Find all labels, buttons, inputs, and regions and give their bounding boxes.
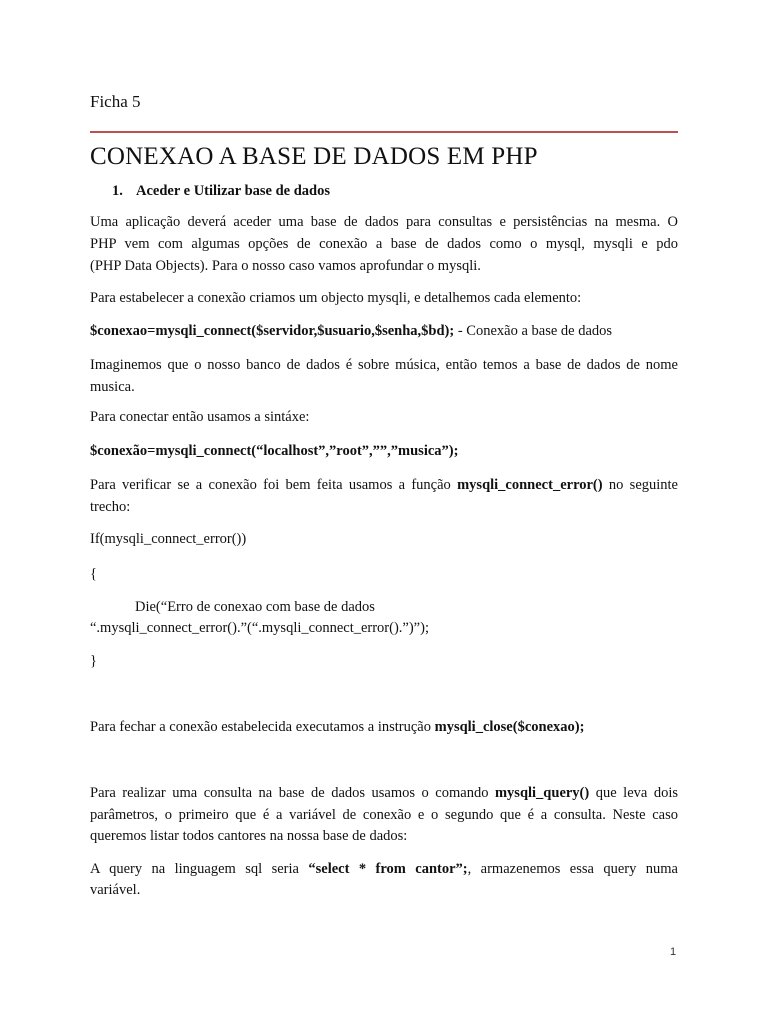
query-line-1 xyxy=(90,782,678,804)
sql-line-1 xyxy=(90,858,678,880)
verify-prefix: Para verificar se a conexão foi bem feita usamos a função xyxy=(90,477,458,493)
intro-line-3: (PHP Data Objects). Para o nosso caso vamos aprofundar o mysqli. xyxy=(90,258,481,274)
syntax-code-line xyxy=(90,440,678,462)
code-die-line-2: “.mysqli_connect_error().”(“.mysqli_connect_error().”)”); xyxy=(90,620,429,636)
sheet-label: Ficha 5 xyxy=(90,92,141,111)
page-title: CONEXAO A BASE DE DADOS EM PHP xyxy=(90,143,538,170)
section-heading-text: Aceder e Utilizar base de dados xyxy=(136,183,330,199)
verify-line-1 xyxy=(90,474,678,496)
code-close-brace: } xyxy=(90,653,97,669)
query-line-3: queremos listar todos cantores na nossa base de dados: xyxy=(90,828,408,844)
verify-func: mysqli_connect_error() xyxy=(457,477,603,493)
page-number: 1 xyxy=(670,946,677,958)
section-heading xyxy=(112,183,330,200)
section-number: 1. xyxy=(112,183,123,199)
close-code: mysqli_close($conexao); xyxy=(434,719,585,735)
verify-line-2: trecho: xyxy=(90,499,131,515)
query-suffix: que leva dois xyxy=(589,785,678,801)
syntax-intro: Para conectar então usamos a sintáxe: xyxy=(90,409,310,425)
code-if: If(mysqli_connect_error()) xyxy=(90,531,247,547)
connect-code: $conexao=mysqli_connect($servidor,$usuario,$senha,$bd); xyxy=(90,323,455,339)
sql-suffix: , armazenemos essa query numa xyxy=(467,861,678,877)
connection-intro: Para estabelecer a conexão criamos um objecto mysqli, e detalhemos cada elemento: xyxy=(90,290,582,306)
code-open-brace: { xyxy=(90,566,97,582)
query-prefix: Para realizar uma consulta na base de dados usamos o comando xyxy=(90,785,495,801)
connect-code-line xyxy=(90,320,678,342)
query-func: mysqli_query() xyxy=(494,785,590,801)
intro-line-2: PHP vem com algumas opções de conexão a base de dados como o mysql, mysqli e pdo xyxy=(90,236,678,252)
query-line-2: parâmetros, o primeiro que é a variável de conexão e o segundo que é a consulta. Neste caso xyxy=(90,807,678,823)
intro-line-1: Uma aplicação deverá aceder uma base de dados para consultas e persistências na mesma. O xyxy=(90,214,678,230)
imagine-line-1: Imaginemos que o nosso banco de dados é sobre música, então temos a base de dados de nome xyxy=(90,357,678,373)
connect-desc: - Conexão a base de dados xyxy=(454,323,613,339)
sql-line-2: variável. xyxy=(90,882,141,898)
syntax-code: $conexão=mysqli_connect(“localhost”,”root”,””,”musica”); xyxy=(90,443,459,459)
imagine-line-2: musica. xyxy=(90,379,135,395)
verify-suffix: no seguinte xyxy=(602,477,678,493)
sql-prefix: A query na linguagem sql seria xyxy=(90,861,309,877)
close-prefix: Para fechar a conexão estabelecida executamos a instrução xyxy=(90,719,435,735)
sql-code: “select * from cantor”; xyxy=(308,861,468,877)
close-line xyxy=(90,716,678,738)
code-die-line-1: Die(“Erro de conexao com base de dados xyxy=(135,599,375,615)
title-divider xyxy=(90,131,678,133)
